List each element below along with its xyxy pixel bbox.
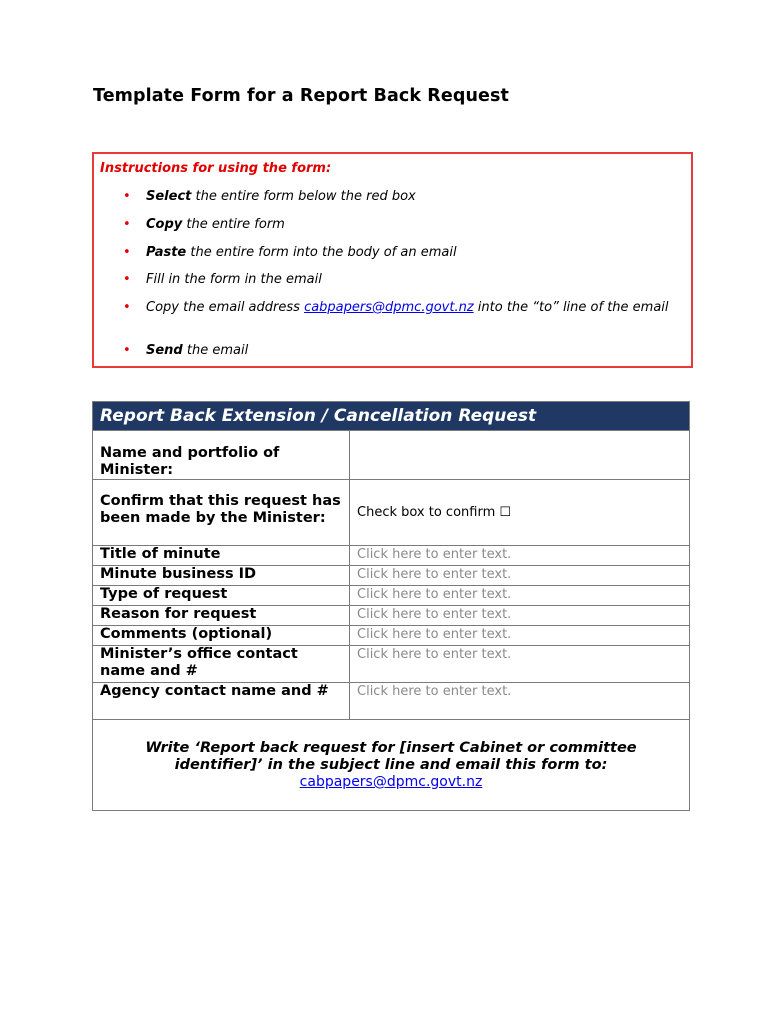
instructions-heading: Instructions for using the form: — [100, 161, 332, 176]
instruction-keyword: Select — [146, 189, 192, 204]
row-label-business-id: Minute business ID — [93, 566, 350, 586]
row-label-type: Type of request — [93, 586, 350, 606]
agency-contact-field[interactable]: Click here to enter text. — [350, 683, 690, 720]
row-label-title: Title of minute — [93, 546, 350, 566]
bullet-icon: • — [123, 217, 131, 232]
instruction-item-send — [123, 343, 686, 359]
instruction-text: the entire form into the body of an email — [186, 245, 457, 260]
business-id-field[interactable]: Click here to enter text. — [350, 566, 690, 586]
instruction-text: the email — [182, 343, 249, 358]
footer-instruction: Write ‘Report back request for [insert Cabinet or committee identifier]’ in the subject line and email this form to: — [145, 740, 637, 773]
instruction-keyword: Copy — [146, 217, 183, 232]
minister-field[interactable] — [350, 431, 690, 480]
row-label-office-contact: Minister’s office contact name and # — [93, 646, 350, 683]
instruction-item-copy-address — [123, 300, 686, 316]
reason-field[interactable]: Click here to enter text. — [350, 606, 690, 626]
bullet-icon: • — [123, 189, 131, 204]
instruction-keyword: Send — [146, 343, 183, 358]
row-label-confirm: Confirm that this request has been made by the Minister: — [93, 480, 350, 546]
type-field[interactable]: Click here to enter text. — [350, 586, 690, 606]
row-label-agency-contact: Agency contact name and # — [93, 683, 350, 720]
instruction-item-fill — [123, 272, 686, 288]
table-row — [93, 566, 690, 586]
bullet-icon: • — [123, 300, 131, 315]
title-field[interactable]: Click here to enter text. — [350, 546, 690, 566]
form-header: Report Back Extension / Cancellation Request — [93, 402, 690, 431]
document-title: Template Form for a Report Back Request — [93, 86, 509, 106]
form-footer — [93, 720, 690, 811]
instruction-item-paste — [123, 245, 686, 261]
instruction-text: the entire form — [182, 217, 285, 232]
instructions-list — [94, 154, 691, 366]
table-row — [93, 626, 690, 646]
table-row — [93, 606, 690, 626]
table-row — [93, 683, 690, 720]
row-label-minister: Name and portfolio of Minister: — [93, 431, 350, 480]
table-row — [93, 546, 690, 566]
footer-email-link[interactable]: cabpapers@dpmc.govt.nz — [299, 774, 483, 790]
instruction-keyword: Paste — [146, 245, 187, 260]
comments-field[interactable]: Click here to enter text. — [350, 626, 690, 646]
bullet-icon: • — [123, 245, 131, 260]
table-row — [93, 480, 690, 546]
instruction-item-copy — [123, 217, 686, 233]
row-label-comments: Comments (optional) — [93, 626, 350, 646]
table-row — [93, 586, 690, 606]
office-contact-field[interactable]: Click here to enter text. — [350, 646, 690, 683]
instruction-item-select — [123, 189, 686, 205]
table-row — [93, 431, 690, 480]
instruction-text: Fill in the form in the email — [146, 272, 322, 287]
instruction-text: Copy the email address — [146, 300, 305, 315]
instruction-text: into the “to” line of the email — [473, 300, 669, 315]
bullet-icon: • — [123, 343, 131, 358]
table-row — [93, 646, 690, 683]
instruction-text: the entire form below the red box — [191, 189, 416, 204]
email-link[interactable]: cabpapers@dpmc.govt.nz — [304, 300, 474, 315]
request-form-table — [92, 401, 690, 811]
confirm-checkbox[interactable]: Check box to confirm ☐ — [350, 480, 690, 546]
bullet-icon: • — [123, 272, 131, 287]
row-label-reason: Reason for request — [93, 606, 350, 626]
instructions-box — [92, 152, 693, 368]
